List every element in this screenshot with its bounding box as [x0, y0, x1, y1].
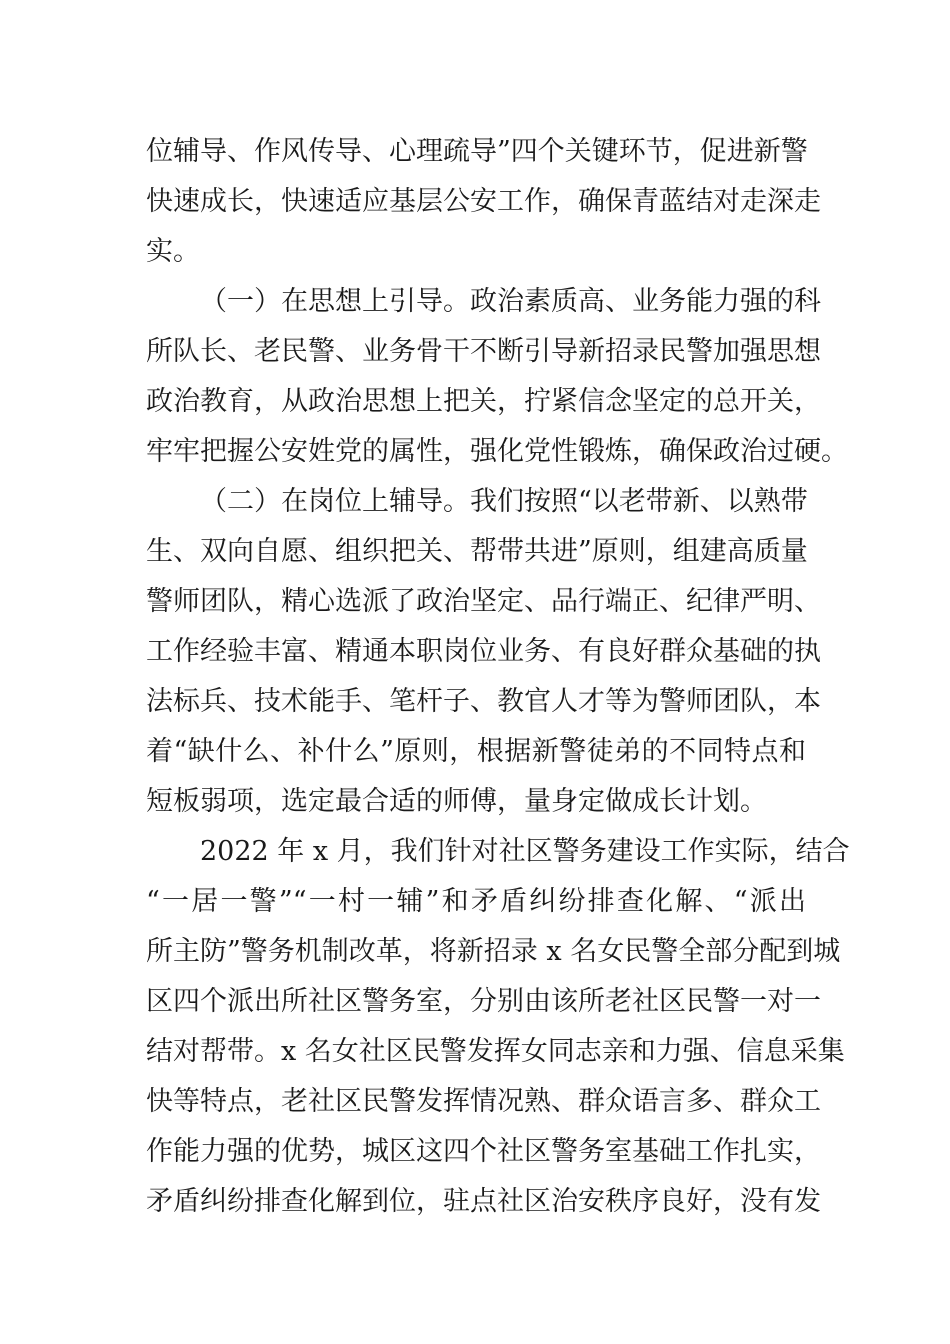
text-line: 2022 年 x 月，我们针对社区警务建设工作实际，结合: [200, 836, 850, 867]
text-line: 短板弱项，选定最合适的师傅，量身定做成长计划。: [146, 786, 767, 817]
text-line: 牢牢把握公安姓党的属性，强化党性锻炼，确保政治过硬。: [146, 436, 848, 467]
text-line: 着“缺什么、补什么”原则，根据新警徒弟的不同特点和: [146, 736, 806, 767]
text-line: 生、双向自愿、组织把关、帮带共进”原则，组建高质量: [146, 536, 808, 567]
text-line: 政治教育，从政治思想上把关，拧紧信念坚定的总开关，: [146, 386, 821, 417]
text-line: 所主防”警务机制改革，将新招录 x 名女民警全部分配到城: [146, 936, 841, 967]
text-line: 快速成长，快速适应基层公安工作，确保青蓝结对走深走: [146, 186, 821, 217]
text-line: 结对帮带。x 名女社区民警发挥女同志亲和力强、信息采集: [146, 1036, 845, 1067]
text-line: 作能力强的优势，城区这四个社区警务室基础工作扎实，: [146, 1136, 821, 1167]
text-line: 矛盾纠纷排查化解到位，驻点社区治安秩序良好，没有发: [146, 1186, 821, 1217]
text-line: 快等特点，老社区民警发挥情况熟、群众语言多、群众工: [146, 1086, 821, 1117]
text-line: 区四个派出所社区警务室，分别由该所老社区民警一对一: [146, 986, 821, 1017]
text-line: “一居一警”“一村一辅”和矛盾纠纷排查化解、“派出: [146, 886, 806, 917]
document-body: [146, 127, 850, 1227]
text-line: 位辅导、作风传导、心理疏导”四个关键环节，促进新警: [146, 136, 808, 167]
text-line: （一）在思想上引导。政治素质高、业务能力强的科: [200, 286, 821, 317]
text-line: 警师团队，精心选派了政治坚定、品行端正、纪律严明、: [146, 586, 821, 617]
text-line: 所队长、老民警、业务骨干不断引导新招录民警加强思想: [146, 336, 821, 367]
text-line: 实。: [146, 236, 200, 267]
text-line: （二）在岗位上辅导。我们按照“以老带新、以熟带: [200, 486, 808, 517]
text-line: 工作经验丰富、精通本职岗位业务、有良好群众基础的执: [146, 636, 821, 667]
text-line: 法标兵、技术能手、笔杆子、教官人才等为警师团队，本: [146, 686, 821, 717]
